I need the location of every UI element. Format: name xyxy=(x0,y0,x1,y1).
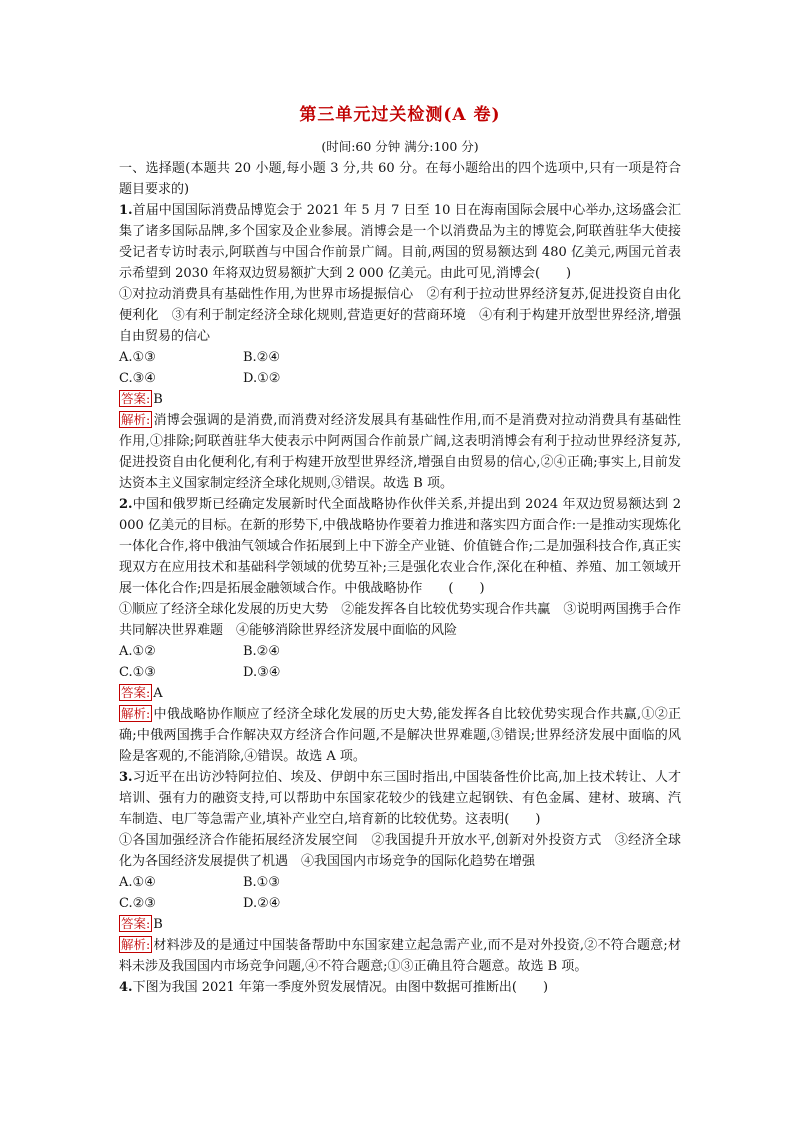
question-number: 2. xyxy=(119,497,133,512)
answer-line xyxy=(119,389,681,410)
options-row xyxy=(119,368,681,389)
answer-value: B xyxy=(153,392,163,407)
analysis-text: 材料涉及的是通过中国装备帮助中东国家建立起急需产业,而不是对外投资,②不符合题意;材料未涉及我国国内市场竞争问题,④不符合题意;①③正确且符合题意。故选 B 项。 xyxy=(119,938,681,974)
question-statements: ①各国加强经济合作能拓展经济发展空间 ②我国提升开放水平,创新对外投资方式 ③经济全球化为各国经济发展提供了机遇 ④我国国内市场竞争的国际化趋势在增强 xyxy=(119,833,681,869)
analysis-paragraph xyxy=(119,704,681,767)
question-stem: 下图为我国 2021 年第一季度外贸发展情况。由图中数据可推断出( ) xyxy=(132,980,549,995)
option-a: A.①③ xyxy=(119,350,156,365)
option-c: C.②③ xyxy=(119,896,156,911)
answer-tag: 答案: xyxy=(121,916,151,931)
analysis-paragraph xyxy=(119,410,681,494)
answer-line xyxy=(119,914,681,935)
option-c: C.①③ xyxy=(119,665,156,680)
question-stem: 习近平在出访沙特阿拉伯、埃及、伊朗中东三国时指出,中国装备性价比高,加上技术转让、人才培训、强有力的融资支持,可以帮助中东国家花较少的钱建立起钢铁、有色金属、建材、玻璃、汽车制造、电厂等急需产业,填补产业空白,培育新的比较优势。这表明( ) xyxy=(119,770,681,827)
options-row xyxy=(119,347,681,368)
analysis-tag: 解析: xyxy=(121,706,151,721)
option-b: B.②④ xyxy=(243,350,280,365)
answer-value: B xyxy=(153,917,163,932)
analysis-paragraph xyxy=(119,935,681,977)
options-row xyxy=(119,872,681,893)
option-b: B.②④ xyxy=(243,644,280,659)
page-title: 第三单元过关检测(A 卷) xyxy=(299,105,501,125)
option-c: C.③④ xyxy=(119,371,156,386)
exam-info: (时间:60 分钟 满分:100 分) xyxy=(321,139,479,154)
question-statements: ①顺应了经济全球化发展的历史大势 ②能发挥各自比较优势实现合作共赢 ③说明两国携手合作共同解决世界难题 ④能够消除世界经济发展中面临的风险 xyxy=(119,602,681,638)
analysis-text: 消博会强调的是消费,而消费对经济发展具有基础性作用,而不是消费对拉动消费具有基础性作用,①排除;阿联酋驻华大使表示中阿两国合作前景广阔,这表明消博会有利于拉动世界经济复苏,促进投资自由化便利化,有利于构建开放型世界经济,增强自由贸易的信心,②④正确;事实上,目前发达资本主义国家制定经济全球化规则,③错误。故选 B 项。 xyxy=(119,413,681,491)
option-d: D.①② xyxy=(243,371,281,386)
option-b: B.①③ xyxy=(243,875,280,890)
question-number: 4. xyxy=(119,980,133,995)
question-1 xyxy=(119,200,681,494)
question-statements: ①对拉动消费具有基础性作用,为世界市场提振信心 ②有利于拉动世界经济复苏,促进投资自由化便利化 ③有利于制定经济全球化规则,营造更好的营商环境 ④有利于构建开放型世界经济,增强自由贸易的信心 xyxy=(119,287,681,344)
answer-value: A xyxy=(153,686,163,701)
question-number: 3. xyxy=(119,770,133,785)
option-d: D.③④ xyxy=(243,665,281,680)
answer-tag: 答案: xyxy=(121,685,151,700)
question-4 xyxy=(119,977,681,998)
analysis-text: 中俄战略协作顺应了经济全球化发展的历史大势,能发挥各自比较优势实现合作共赢,①②正确;中俄两国携手合作解决双方经济合作问题,不是解决世界难题,③错误;世界经济发展中面临的风险是客观的,不能消除,④错误。故选 A 项。 xyxy=(119,707,681,764)
options-row xyxy=(119,662,681,683)
question-stem: 中国和俄罗斯已经确定发展新时代全面战略协作伙伴关系,并提出到 2024 年双边贸易额达到 2 000 亿美元的目标。在新的形势下,中俄战略协作要着力推进和落实四方面合作:一是推动实现炼化一体化合作,将中俄油气领域合作拓展到上中下游全产业链、价值链合作;二是加强科技合作,真正实现双方在应用技术和基础科学领域的优势互补;三是强化农业合作,深化在种植、养殖、加工领域开展一体化合作;四是拓展金融领域合作。中俄战略协作 ( ) xyxy=(119,497,681,596)
question-2 xyxy=(119,494,681,767)
option-d: D.②④ xyxy=(243,896,281,911)
analysis-tag: 解析: xyxy=(121,937,151,952)
answer-line xyxy=(119,683,681,704)
answer-tag: 答案: xyxy=(121,391,151,406)
option-a: A.①② xyxy=(119,644,156,659)
question-number: 1. xyxy=(119,203,133,218)
section-instructions: 一、选择题(本题共 20 小题,每小题 3 分,共 60 分。在每小题给出的四个选项中,只有一项是符合题目要求的) xyxy=(119,161,681,197)
question-stem: 首届中国国际消费品博览会于 2021 年 5 月 7 日至 10 日在海南国际会展中心举办,这场盛会汇集了诸多国际品牌,多个国家及企业参展。消博会是一个以消费品为主的博览会,阿联酋驻华大使接受记者专访时表示,阿联酋与中国合作前景广阔。目前,两国的贸易额达到 480 亿美元,两国元首表示希望到 2030 年将双边贸易额扩大到 2 000 亿美元。由此可见,消博会( ) xyxy=(119,203,681,281)
document-page xyxy=(119,100,681,998)
options-row xyxy=(119,641,681,662)
question-3 xyxy=(119,767,681,977)
analysis-tag: 解析: xyxy=(121,412,151,427)
options-row xyxy=(119,893,681,914)
option-a: A.①④ xyxy=(119,875,156,890)
